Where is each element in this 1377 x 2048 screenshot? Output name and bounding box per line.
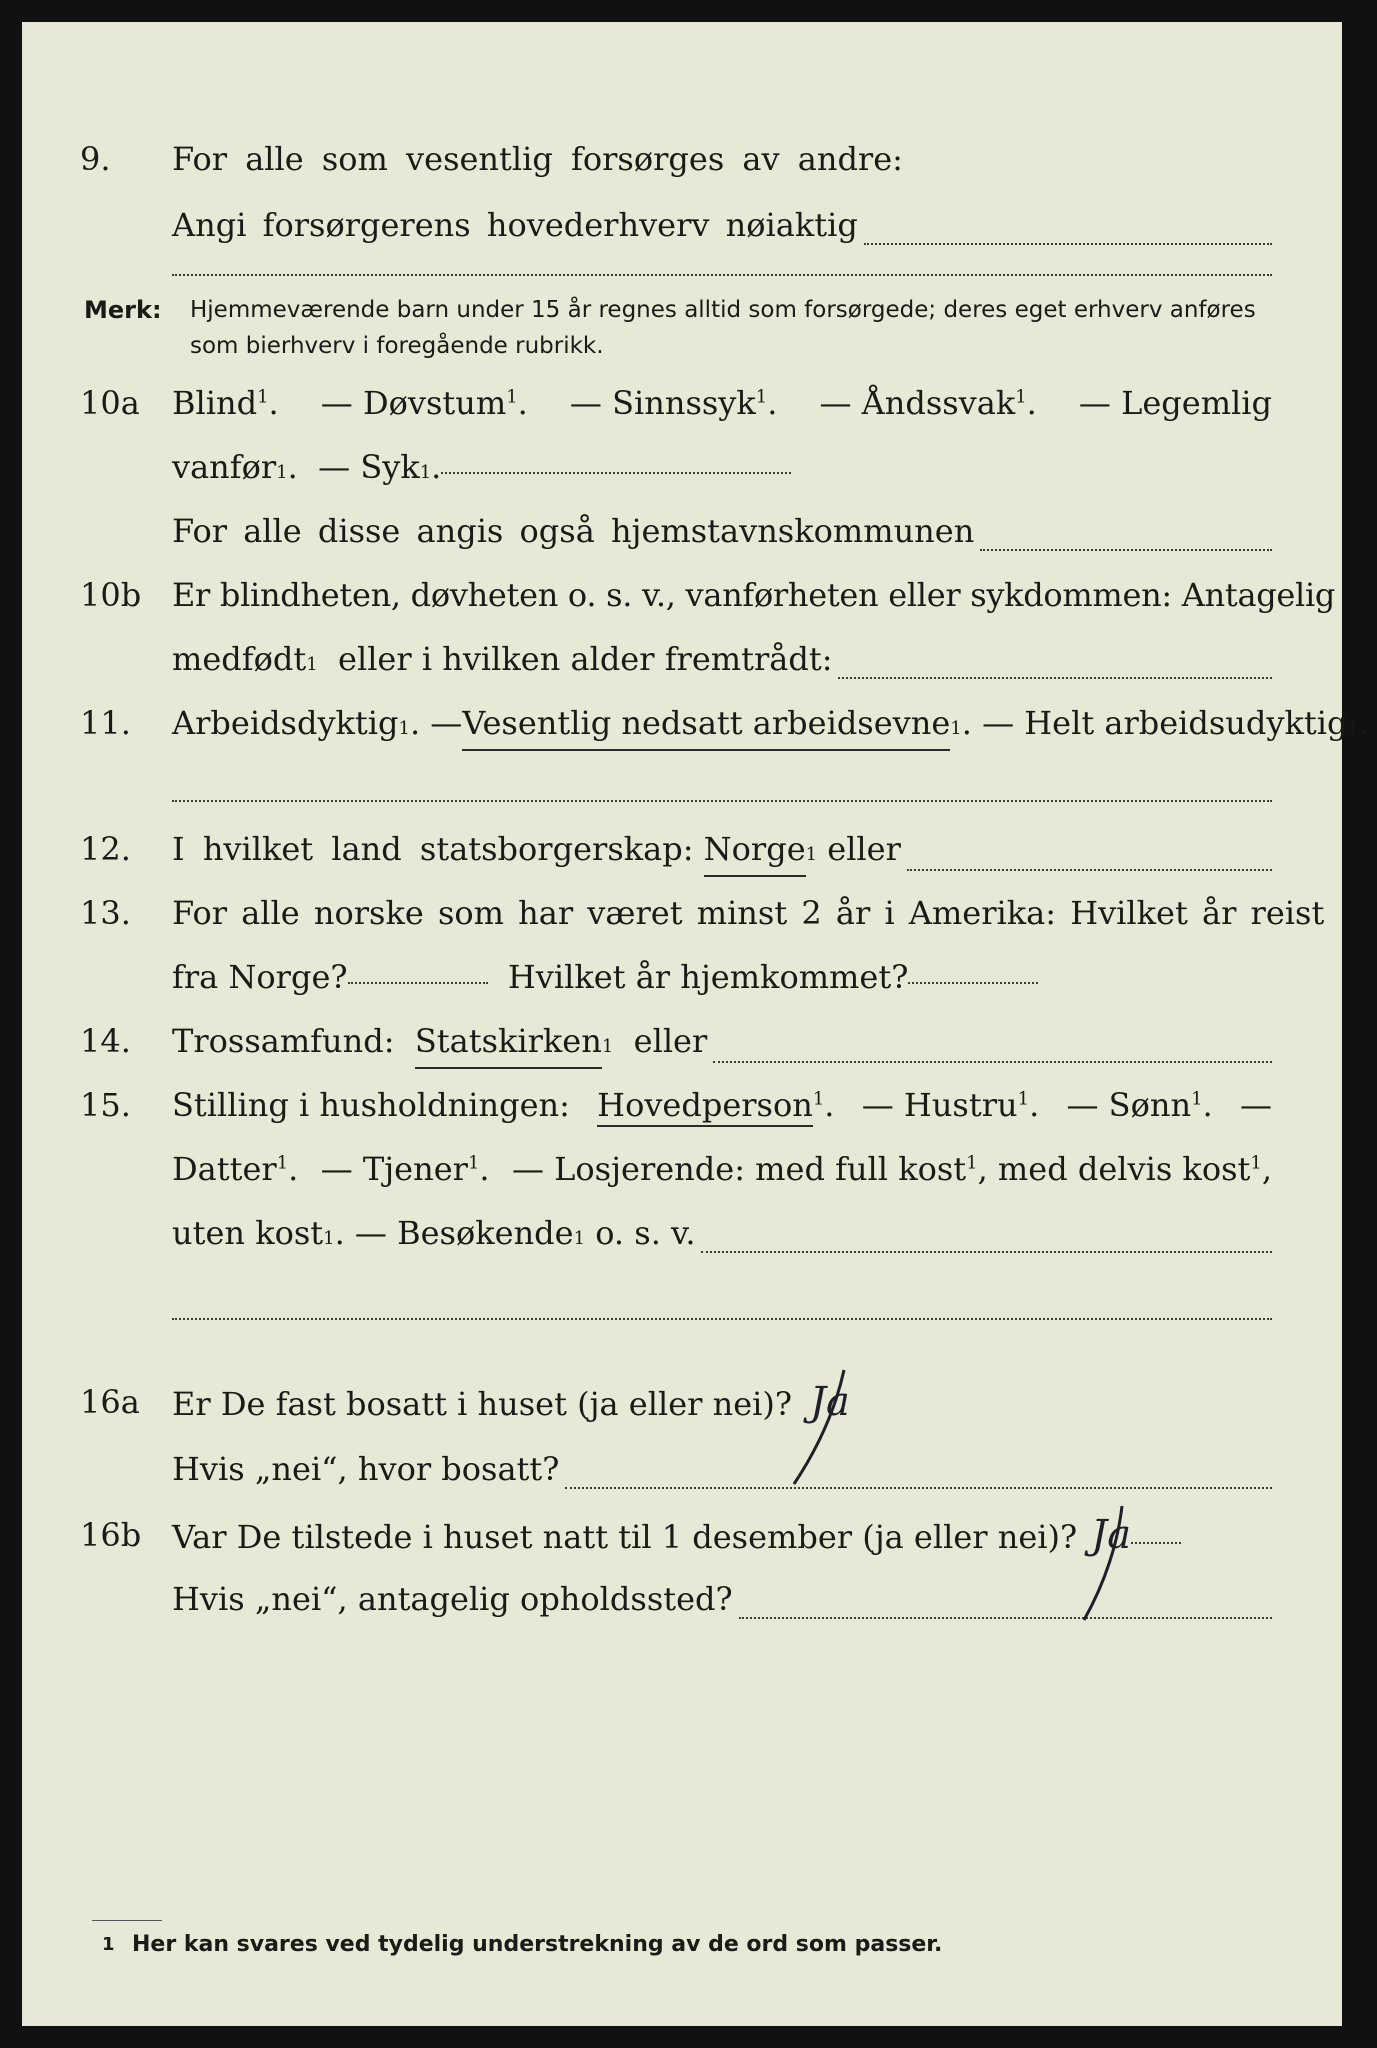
option-hovedperson-selected[interactable]: Hovedperson: [597, 1086, 813, 1127]
question-13-line-2: [22, 952, 1342, 1002]
answer-norge-selected[interactable]: Norge: [704, 824, 806, 877]
footnote-text: Her kan svares ved tydelig understrekning av de ord som passer.: [132, 1932, 943, 1957]
answer-line[interactable]: [907, 847, 1272, 871]
answer-line[interactable]: [713, 1039, 1272, 1063]
question-10a-hometown-prompt: For alle disse angis også hjemstavnskommunen: [172, 512, 975, 550]
answer-line[interactable]: [908, 960, 1038, 984]
option-helt-arbeidsudyktig[interactable]: — Helt arbeidsudyktig: [982, 704, 1348, 742]
question-16a-residence-prompt: Hvis „nei“, hvor bosatt?: [172, 1450, 560, 1488]
question-13-return-prompt: Hvilket år hjemkommet?: [507, 958, 909, 996]
option-vanfor[interactable]: vanfør: [172, 448, 277, 486]
option-syk[interactable]: — Syk: [318, 448, 420, 486]
question-16b-location-prompt: Hvis „nei“, antagelig opholdssted?: [172, 1580, 733, 1618]
question-10b-number: 10b: [80, 576, 142, 614]
question-16a-text: Er De fast bosatt i huset (ja eller nei)?: [172, 1385, 793, 1423]
question-16b-text: Var De tilstede i huset natt til 1 desember (ja eller nei)?: [172, 1518, 1078, 1556]
question-9-line-1: [22, 134, 1342, 184]
census-form-page: [22, 22, 1370, 2026]
question-13-departure-prompt: fra Norge?: [172, 958, 348, 996]
footnote-marker: 1: [102, 1934, 115, 1955]
question-14-number: 14.: [80, 1022, 131, 1060]
answer-line[interactable]: [441, 450, 791, 474]
question-15-line-2: Datter$^1$. — Tjener$^1$. — Losjerende: med full kost$^1$, med delvis kost$^1$,: [172, 1150, 1272, 1188]
answer-line[interactable]: [701, 1229, 1272, 1253]
answer-line[interactable]: [838, 655, 1272, 679]
option-blind[interactable]: Blind: [172, 384, 258, 422]
question-16b-line-1: [22, 1510, 1342, 1560]
question-16a-line-1: [22, 1377, 1342, 1427]
note-label: Merk:: [84, 296, 162, 324]
answer-line[interactable]: [348, 960, 488, 984]
question-12-text: I hvilket land statsborgerskap:: [172, 830, 694, 868]
option-sonn[interactable]: — Sønn: [1066, 1086, 1192, 1124]
question-10b-age-prompt: eller i hvilken alder fremtrådt:: [338, 640, 833, 678]
question-12-line: 12. I hvilket land statsborgerskap: Norge 1 eller: [22, 824, 1342, 874]
question-13-text: For alle norske som har været minst 2 år i Amerika: Hvilket år reist: [172, 894, 1325, 932]
option-datter[interactable]: Datter: [172, 1150, 277, 1188]
question-9-number: 9.: [80, 140, 111, 178]
question-9-text: For alle som vesentlig forsørges av andre:: [172, 140, 903, 178]
option-hustru[interactable]: — Hustru: [861, 1086, 1018, 1124]
answer-line[interactable]: [172, 1318, 1272, 1320]
question-10a-line-2: vanfør 1 . — Syk 1 .: [22, 442, 1342, 492]
question-14-text: Trossamfund:: [172, 1022, 395, 1060]
option-uten-kost[interactable]: uten kost: [172, 1214, 324, 1252]
question-10b-text: Er blindheten, døvheten o. s. v., vanførheten eller sykdommen: Antagelig: [172, 576, 1336, 614]
question-10b-line-2: medfødt 1 eller i hvilken alder fremtrådt:: [22, 634, 1342, 684]
handwritten-stroke-16b: [1072, 1496, 1142, 1626]
footnote-divider: [92, 1920, 162, 1921]
option-medfodt[interactable]: medfødt: [172, 640, 307, 678]
answer-statskirken-selected[interactable]: Statskirken: [415, 1016, 602, 1069]
option-dovstum[interactable]: — Døvstum: [320, 384, 507, 422]
question-12-number: 12.: [80, 830, 131, 868]
answer-line[interactable]: [739, 1595, 1272, 1619]
answer-line[interactable]: [172, 274, 1272, 276]
question-15-line-3: uten kost 1 . — Besøkende 1 o. s. v.: [22, 1208, 1342, 1258]
question-15-line-1: 15. Stilling i husholdningen: Hovedperson$^1$. — Hustru$^1$. — Sønn$^1$. —: [22, 1080, 1342, 1130]
question-16a-number: 16a: [80, 1383, 140, 1421]
option-besokende[interactable]: — Besøkende: [354, 1214, 574, 1252]
question-15-text: Stilling i husholdningen:: [172, 1086, 570, 1124]
answer-line[interactable]: [172, 800, 1272, 802]
handwritten-answer-16b[interactable]: Ja: [1091, 1512, 1132, 1558]
question-11-number: 11.: [80, 704, 131, 742]
question-10a-number: 10a: [80, 384, 140, 422]
question-13-line-1: [22, 888, 1342, 938]
question-14-line: 14. Trossamfund: Statskirken 1 eller: [22, 1016, 1342, 1066]
question-10a-line-3: [22, 506, 1342, 556]
option-tjener[interactable]: — Tjener: [320, 1150, 468, 1188]
option-sinnssyk[interactable]: — Sinnssyk: [569, 384, 756, 422]
question-16a-line-2: [22, 1444, 1342, 1494]
question-11-line: 11. Arbeidsdyktig 1 . — Vesentlig nedsatt arbeidsevne 1 . — Helt arbeidsudyktig 1 .: [22, 698, 1342, 748]
question-10a-line-1: 10a Blind$^1$. — Døvstum$^1$. — Sinnssyk$^1$. — Åndssvak$^1$. — Legemlig: [22, 378, 1342, 428]
question-13-number: 13.: [80, 894, 131, 932]
answer-line[interactable]: [980, 527, 1272, 551]
question-9-line-2: [22, 200, 1342, 250]
question-15-number: 15.: [80, 1086, 131, 1124]
question-16b-line-2: [22, 1574, 1342, 1624]
option-arbeidsdyktig[interactable]: Arbeidsdyktig: [172, 704, 399, 742]
handwritten-stroke-16a: [782, 1362, 862, 1492]
option-losjerende-full-kost[interactable]: — Losjerende: med full kost: [511, 1150, 967, 1188]
question-9-prompt: Angi forsørgerens hovederhverv nøiaktig: [172, 206, 858, 244]
option-losjerende-delvis-kost[interactable]: , med delvis kost: [977, 1150, 1251, 1188]
answer-line[interactable]: [565, 1465, 1272, 1489]
option-vesentlig-nedsatt-selected[interactable]: Vesentlig nedsatt arbeidsevne: [462, 698, 950, 751]
option-legemlig[interactable]: — Legemlig: [1078, 384, 1272, 422]
question-10b-line-1: [22, 570, 1342, 620]
option-andssvak[interactable]: — Åndssvak: [819, 384, 1016, 422]
note-text: Hjemmeværende barn under 15 år regnes alltid som forsørgede; deres eget erhverv anføres som bierhverv i foregående rubrikk.: [190, 297, 1256, 359]
handwritten-answer-16a[interactable]: Ja: [810, 1379, 850, 1425]
question-16b-number: 16b: [80, 1516, 142, 1554]
answer-line[interactable]: [864, 221, 1272, 245]
